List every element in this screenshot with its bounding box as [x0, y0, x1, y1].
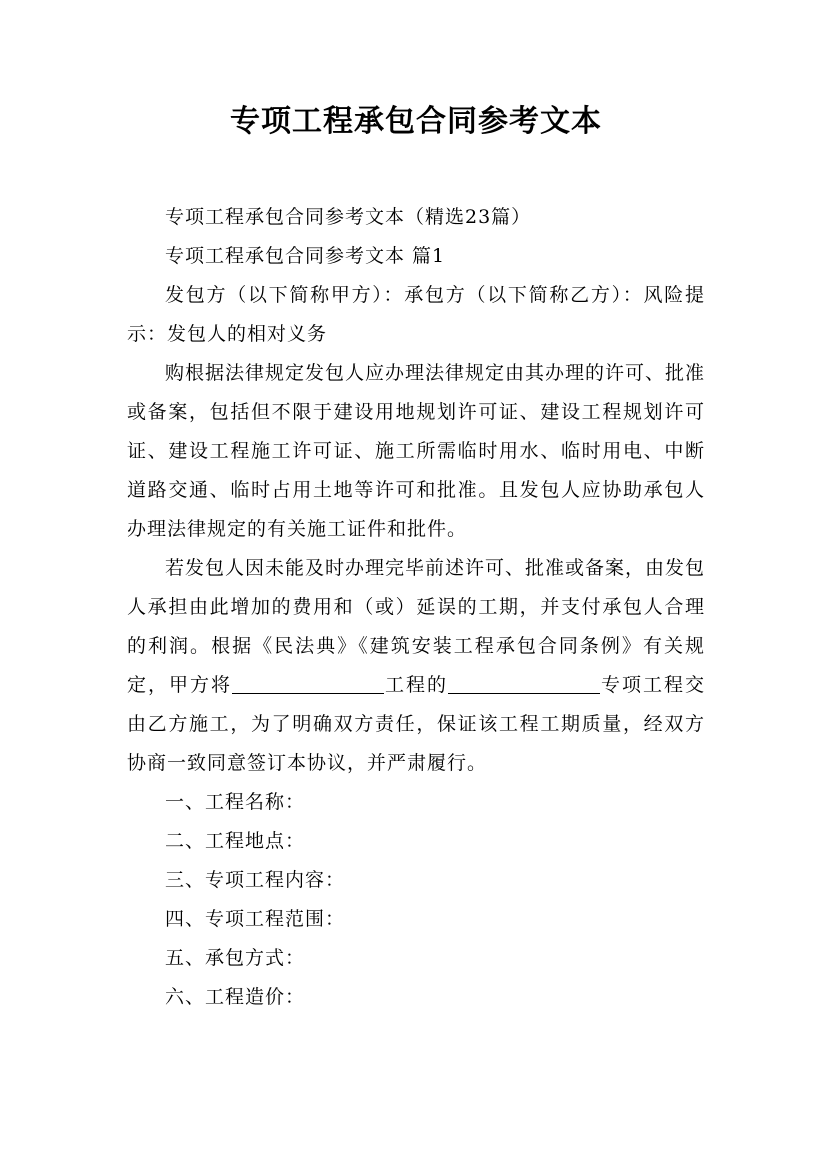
document-body — [127, 198, 705, 1017]
list-item: 一、工程名称： — [165, 791, 306, 813]
list-item: 三、专项工程内容： — [165, 869, 346, 891]
paragraph-liability-text-b: 工程的 — [383, 674, 448, 696]
list-item: 二、工程地点： — [165, 830, 306, 852]
subtitle: 专项工程承包合同参考文本（精选23篇） — [165, 206, 532, 228]
paragraph-permits: 购根据法律规定发包人应办理法律规定由其办理的许可、批准或备案，包括但不限于建设用地规划许可证、建设工程规划许可证、建设工程施工许可证、施工所需临时用水、临时用电、中断道路交通、临时占用土地等许可和批准。且发包人应协助承包人办理法律规定的有关施工证件和批件。 — [127, 362, 706, 540]
section-heading: 专项工程承包合同参考文本 篇1 — [165, 245, 446, 267]
list-item: 四、专项工程范围： — [165, 908, 346, 930]
paragraph-parties: 发包方（以下简称甲方）：承包方（以下简称乙方）：风险提示：发包人的相对义务 — [127, 284, 705, 345]
fill-blank-special-project — [448, 673, 600, 694]
document-title: 专项工程承包合同参考文本 — [230, 104, 602, 139]
list-item: 五、承包方式： — [165, 947, 306, 969]
paragraph-liability-text-a: 若发包人因未能及时办理完毕前述许可、批准或备案，由发包人承担由此增加的费用和（或）延误的工期，并支付承包人合理的利润。根据《民法典》《建筑安装工程承包合同条例》有关规定，甲方将 — [127, 557, 706, 696]
list-item: 六、工程造价： — [165, 986, 306, 1008]
paragraph-liability — [127, 549, 705, 783]
paragraph-liability-text-c: 专项工程交由乙方施工，为了明确双方责任，保证该工程工期质量，经双方协商一致同意签订本协议，并严肃履行。 — [127, 674, 705, 774]
fill-blank-project — [232, 673, 384, 694]
